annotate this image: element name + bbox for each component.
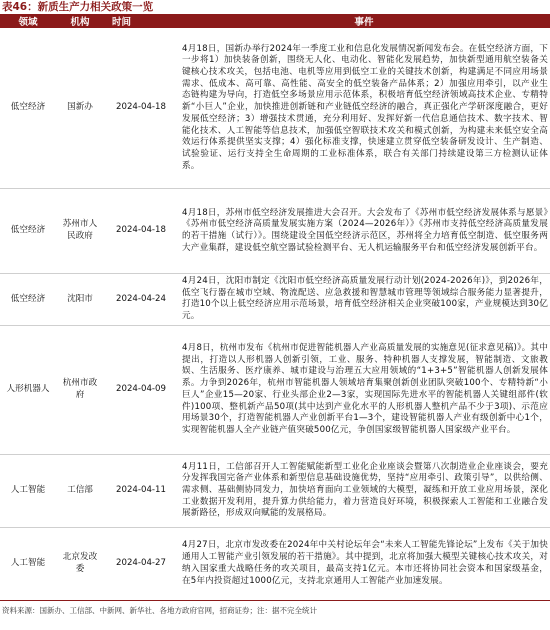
date-cell: 2024-04-09 — [104, 325, 178, 454]
table-caption: 表46：新质生产力相关政策一览 — [2, 1, 154, 13]
event-cell: 4月18日，苏州市低空经济发展推进大会召开。大会发布了《苏州市低空经济发展体系与愿景》《苏州市低空经济高质量发展实施方案（2024—2026年）》《苏州市支持低空经济高质量发展的若干措施（试行）》。围绕建设全国低空经济示范区，苏州将全力培育低空制造、低空服务两大产业集群，建设低空航空器试验检测平台、无人机运输服务平台和低空经济发展创新平台。 — [178, 189, 550, 274]
event-cell: 4月27日，北京市发改委在2024年中关村论坛年会“未来人工智能先锋论坛”上发布《关于加快通用人工智能产业引领发展的若干措施》。其中提到，北京将加强大模型关键核心技术攻关，对纳入国家重大战略任务的攻关项目，最高支持1亿元。本市还将协同社会资本和国家级基金，在5年内投资超过1000亿元，支持北京通用人工智能产业加速发展。 — [178, 527, 550, 600]
source-note: 资料来源：国新办、工信部、中新网、新华社、各地方政府官网，招商证券；注：据不完全统计 — [2, 605, 317, 615]
date-cell: 2024-04-27 — [104, 527, 178, 600]
field-cell: 人工智能 — [0, 454, 56, 527]
header-event: 事件 — [178, 14, 550, 28]
event-cell: 4月24日，沈阳市制定《沈阳市低空经济高质量发展行动计划(2024-2026年)》，到2026年，低空飞行器在城市空域、物流配送、应急救援和智慧城市管理等领域综合服务能力显著提升，打造10个以上低空经济应用示范场景，培育低空经济相关企业突破100家，产业规模达到30亿元。 — [178, 274, 550, 326]
header-agency: 机构 — [56, 14, 104, 28]
date-cell: 2024-04-18 — [104, 189, 178, 274]
policy-table — [0, 14, 550, 601]
field-cell: 人形机器人 — [0, 325, 56, 454]
agency-cell: 沈阳市 — [56, 274, 104, 326]
agency-cell: 北京发改委 — [56, 527, 104, 600]
agency-cell: 国新办 — [56, 28, 104, 189]
agency-cell: 工信部 — [56, 454, 104, 527]
table-row — [0, 325, 550, 454]
event-cell: 4月18日，国新办举行2024年一季度工业和信息化发展情况新闻发布会。在低空经济方面，下一步将1）加快装备创新，围绕无人化、电动化、智能化发展趋势，加快新型通用航空装备关键核心技术攻关，包括电池、电机等应用到低空工业的关键技术创新，构建满足不同应用场景需求、低成本、高可靠、高性能、高安全的低空装备产品体系；2）加强应用牵引，以产业生态链构建为导向，打造低空多场景应用示范体系，积极培育低空经济领域高技术企业、专精特新“小巨人”企业，加快推进创新链和产业链低空经济的融合，真正强化产学研深度融合，更好发展低空经济；3）增强技术贯通，充分利用好、发挥好新一代信息通信技术、数字技术、智能化技术、人工智能等信息技术，加强低空智联技术攻关和模式创新，为构建未来低空安全高效运行体系提供坚实支撑；4）强化标准支撑，快速建立贯穿低空装备研发设计、生产制造、试验验证、运行支持全生命周期的工业标准体系，联合有关部门持续建设第三方检测认证体系。 — [178, 28, 550, 189]
header-date: 时间 — [104, 14, 178, 28]
field-cell: 低空经济 — [0, 28, 56, 189]
table-row — [0, 28, 550, 189]
agency-cell: 苏州市人民政府 — [56, 189, 104, 274]
event-cell: 4月8日，杭州市发布《杭州市促进智能机器人产业高质量发展的实施意见(征求意见稿)》。其中提出，打造以人形机器人创新引领，工业、服务、特种机器人支撑发展，智能制造、文旅教娱、生活服务、医疗康养、城市建设与治理五大应用领域的“1+3+5”智能机器人创新发展体系。力争到2026年，杭州市智能机器人领域培育集聚创新创业团队突破100个、专精特新“小巨人”企业15—20家、行业头部企业2—3家，实现国际先进水平的智能机器人关键组部件(软件)100项、整机新产品50项(其中达到产业化水平的人形机器人整机产品不少于3项)、示范应用场景30个，打造智能机器人产业创新平台1—3个，建设智能机器人产业有级创新中心1个，实现智能机器人全产业链产值突破500亿元，争创国家级智能机器人国家级产业平台。 — [178, 325, 550, 454]
date-cell: 2024-04-24 — [104, 274, 178, 326]
date-cell: 2024-04-18 — [104, 28, 178, 189]
table-row — [0, 189, 550, 274]
event-cell: 4月11日，工信部召开人工智能赋能新型工业化企业座谈会暨第八次制造业企业座谈会，要充分发挥我国完备产业体系和新型信息基础设施优势，坚持“应用牵引、政策引导”，以供给侧、需求侧、基础侧协同发力，加快培育面向工业领域的大模型，凝练和开放工业应用场景，深化工业数据开发利用，提升算力供给能力，着力营造良好环境，积极探索人工智能和工业融合发展新路径，形成双向赋能的发展格局。 — [178, 454, 550, 527]
table-row — [0, 454, 550, 527]
field-cell: 低空经济 — [0, 189, 56, 274]
field-cell: 低空经济 — [0, 274, 56, 326]
agency-cell: 杭州市政府 — [56, 325, 104, 454]
date-cell: 2024-04-11 — [104, 454, 178, 527]
table-header — [0, 14, 550, 28]
header-field: 领域 — [0, 14, 56, 28]
table-row — [0, 527, 550, 600]
table-row — [0, 274, 550, 326]
field-cell: 人工智能 — [0, 527, 56, 600]
